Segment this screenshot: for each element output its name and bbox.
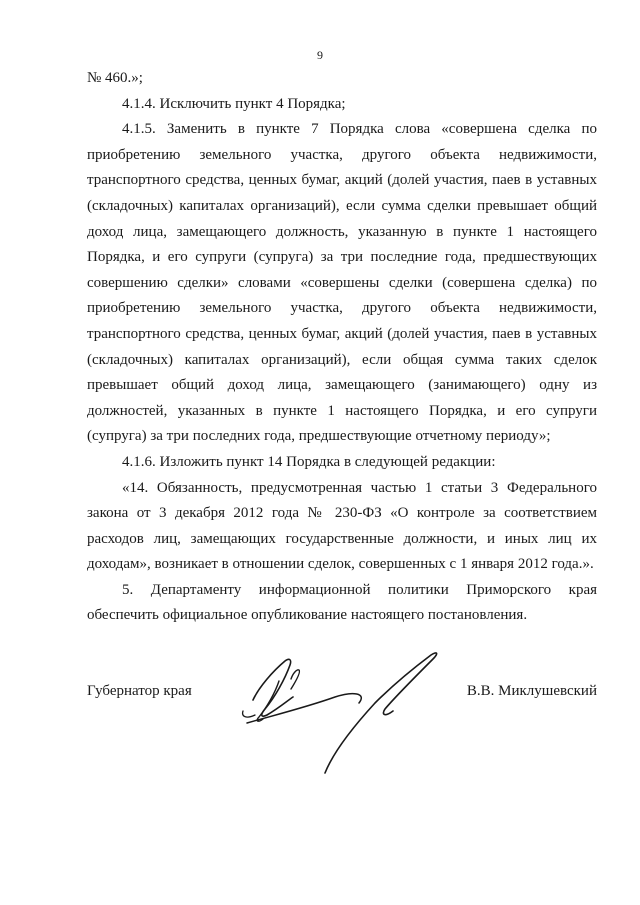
signatory-title: Губернатор края xyxy=(87,683,192,699)
paragraph-5: 5. Департаменту информационной политики Приморского края обеспечить официальное опубликование настоящего постановления. xyxy=(87,581,597,624)
paragraph-ref-460: № 460.»; xyxy=(87,70,143,86)
paragraph-item-14: «14. Обязанность, предусмотренная частью 1 статьи 3 Федерального закона от 3 декабря 2012 года № 230-ФЗ «О контроле за соответствием расходов лиц, замещающих государственные должности, и иных лиц их доходам», возникает в отношении сделок, совершенных с 1 января 2012 года.». xyxy=(87,479,597,573)
paragraph-4-1-5: 4.1.5. Заменить в пункте 7 Порядка слова «совершена сделка по приобретению земельного участка, другого объекта недвижимости, транспортного средства, ценных бумаг, акций (долей участия, паев в уставных (складочных) капиталах организаций), если сумма сделки превышает общий доход лица, замещающего должность, указанную в пункте 1 настоящего Порядка, и его супруги (супруга) за три последние года, предшествующих совершению сделки» словами «совершены сделки (совершена сделка) по приобретению земельного участка, другого объекта недвижимости, транспортного средства, ценных бумаг, акций (долей участия, паев в уставных (складочных) капиталах организаций), если общая сумма таких сделок превышает общий доход лица, замещающего (занимающего) одну из должностей, указанных в пункте 1 настоящего Порядка, и его супруги (супруга) за три последних года, предшествующие отчетному периоду»; xyxy=(87,121,597,445)
document-body xyxy=(87,66,597,629)
handwritten-signature-icon xyxy=(235,645,450,780)
paragraph-4-1-6: 4.1.6. Изложить пункт 14 Порядка в следующей редакции: xyxy=(122,453,496,470)
paragraph-4-1-4: 4.1.4. Исключить пункт 4 Порядка; xyxy=(122,95,346,112)
signatory-name: В.В. Миклушевский xyxy=(466,683,597,699)
page-number: 9 xyxy=(317,48,323,62)
